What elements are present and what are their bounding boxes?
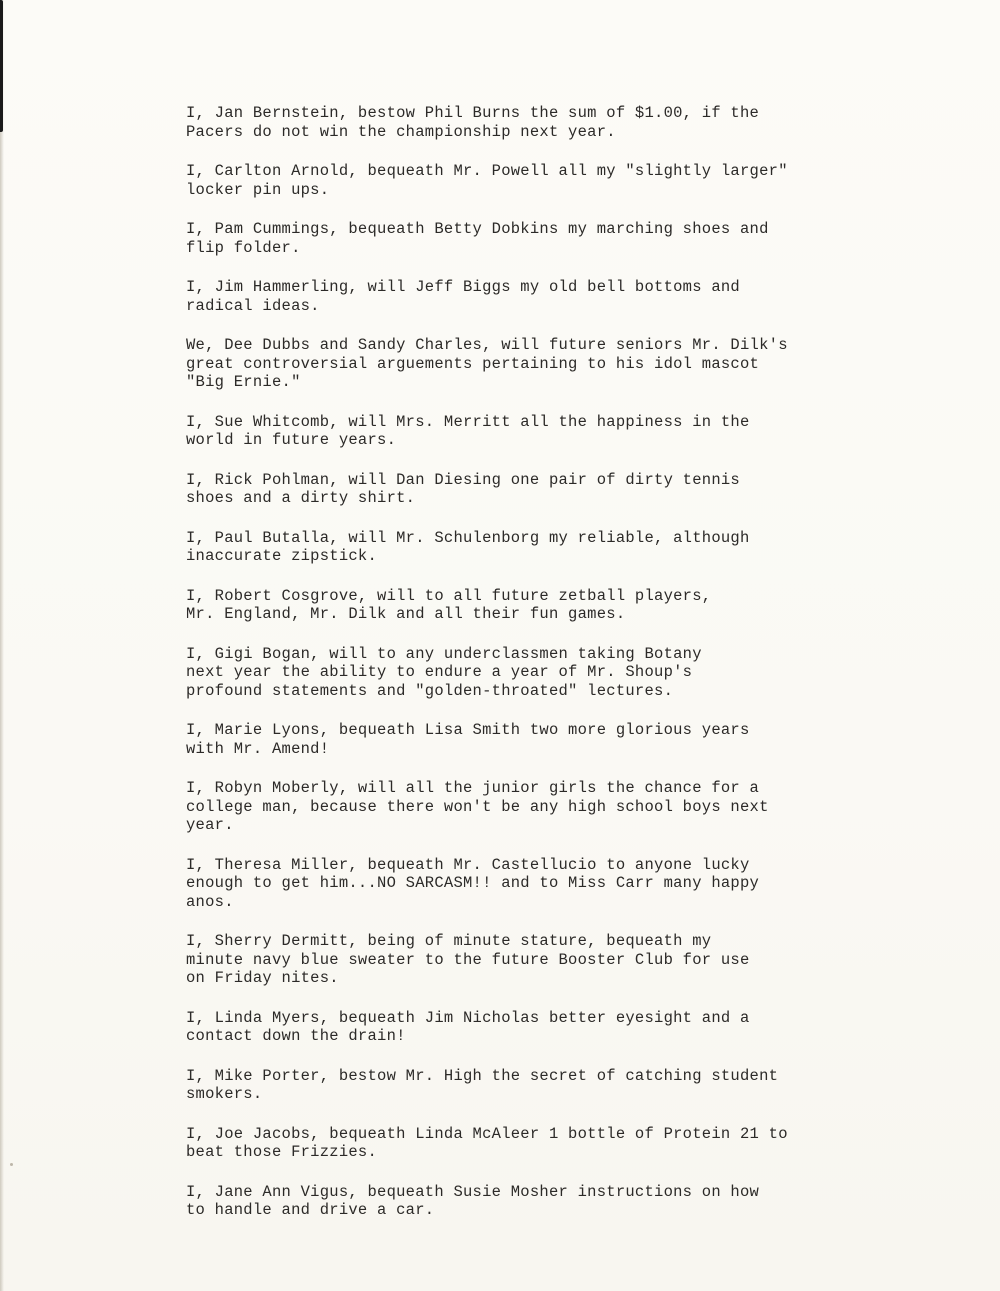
bequest-paragraph (186, 1125, 806, 1162)
bequest-paragraph (186, 779, 806, 835)
bequest-line: with Mr. Amend! (186, 739, 330, 758)
bequest-paragraph (186, 278, 806, 315)
bequest-paragraph (186, 1009, 806, 1046)
bequest-list (186, 104, 806, 1241)
bequest-paragraph (186, 1067, 806, 1104)
page-edge-shadow (0, 0, 4, 1291)
bequest-line: smokers. (186, 1085, 263, 1103)
bequest-line: I, Sue Whitcomb, will Mrs. Merritt all the happiness in the (186, 412, 750, 431)
bequest-line: contact down the drain! (186, 1027, 406, 1045)
bequest-line: We, Dee Dubbs and Sandy Charles, will future seniors Mr. Dilk's (186, 336, 788, 354)
bequest-paragraph (186, 721, 806, 758)
bequest-line: I, Gigi Bogan, will to any underclassmen taking Botany (186, 644, 702, 663)
bequest-paragraph (186, 645, 806, 701)
bequest-line: I, Rick Pohlman, will Dan Diesing one pair of dirty tennis (186, 470, 740, 489)
bequest-line: I, Jane Ann Vigus, bequeath Susie Mosher instructions on how (186, 1182, 760, 1201)
bequest-line: world in future years. (186, 431, 397, 449)
bequest-line: I, Carlton Arnold, bequeath Mr. Powell all my "slightly larger" (186, 162, 788, 180)
bequest-paragraph (186, 856, 806, 912)
bequest-line: beat those Frizzies. (186, 1143, 378, 1161)
bequest-line: inaccurate zipstick. (186, 547, 378, 565)
bequest-line: shoes and a dirty shirt. (186, 489, 416, 507)
bequest-line: enough to get him...NO SARCASM!! and to Miss Carr many happy (186, 874, 760, 892)
bequest-line: great controversial arguements pertaining to his idol mascot (186, 354, 760, 373)
bequest-line: I, Theresa Miller, bequeath Mr. Castellucio to anyone lucky (186, 855, 750, 874)
bequest-line: I, Mike Porter, bestow Mr. High the secret of catching student (186, 1066, 779, 1085)
bequest-line: I, Jim Hammerling, will Jeff Biggs my old bell bottoms and (186, 278, 740, 296)
bequest-line: anos. (186, 892, 234, 911)
bequest-line: I, Pam Cummings, bequeath Betty Dobkins my marching shoes and (186, 220, 769, 238)
bequest-paragraph (186, 220, 806, 257)
bequest-line: I, Jan Bernstein, bestow Phil Burns the sum of $1.00, if the (186, 104, 760, 122)
bequest-paragraph (186, 529, 806, 566)
bequest-line: I, Marie Lyons, bequeath Lisa Smith two more glorious years (186, 721, 750, 739)
bequest-paragraph (186, 932, 806, 988)
bequest-line: I, Joe Jacobs, bequeath Linda McAleer 1 bottle of Protein 21 to (186, 1124, 788, 1143)
paper-speck (10, 1163, 13, 1166)
bequest-line: I, Linda Myers, bequeath Jim Nicholas better eyesight and a (186, 1008, 750, 1027)
bequest-paragraph (186, 104, 806, 141)
bequest-line: college man, because there won't be any high school boys next (186, 797, 769, 816)
bequest-line: radical ideas. (186, 296, 320, 315)
bequest-line: I, Robyn Moberly, will all the junior girls the chance for a (186, 779, 760, 797)
bequest-paragraph (186, 413, 806, 450)
bequest-line: I, Robert Cosgrove, will to all future zetball players, (186, 586, 712, 605)
bequest-line: locker pin ups. (186, 180, 330, 199)
bequest-line: I, Paul Butalla, will Mr. Schulenborg my reliable, although (186, 528, 750, 547)
binder-hole (0, 0, 3, 132)
bequest-line: "Big Ernie." (186, 373, 301, 391)
bequest-paragraph (186, 471, 806, 508)
bequest-line: minute navy blue sweater to the future Booster Club for use (186, 950, 750, 969)
bequest-paragraph (186, 162, 806, 199)
bequest-line: I, Sherry Dermitt, being of minute stature, bequeath my (186, 932, 712, 950)
bequest-line: Pacers do not win the championship next year. (186, 122, 616, 141)
bequest-line: profound statements and "golden-throated" lectures. (186, 681, 674, 700)
bequest-line: to handle and drive a car. (186, 1201, 435, 1219)
bequest-line: flip folder. (186, 238, 301, 257)
bequest-line: on Friday nites. (186, 969, 339, 987)
bequest-line: next year the ability to endure a year of Mr. Shoup's (186, 663, 693, 681)
bequest-line: year. (186, 816, 234, 834)
bequest-line: Mr. England, Mr. Dilk and all their fun games. (186, 605, 626, 623)
bequest-paragraph (186, 336, 806, 392)
bequest-paragraph (186, 1183, 806, 1220)
bequest-paragraph (186, 587, 806, 624)
